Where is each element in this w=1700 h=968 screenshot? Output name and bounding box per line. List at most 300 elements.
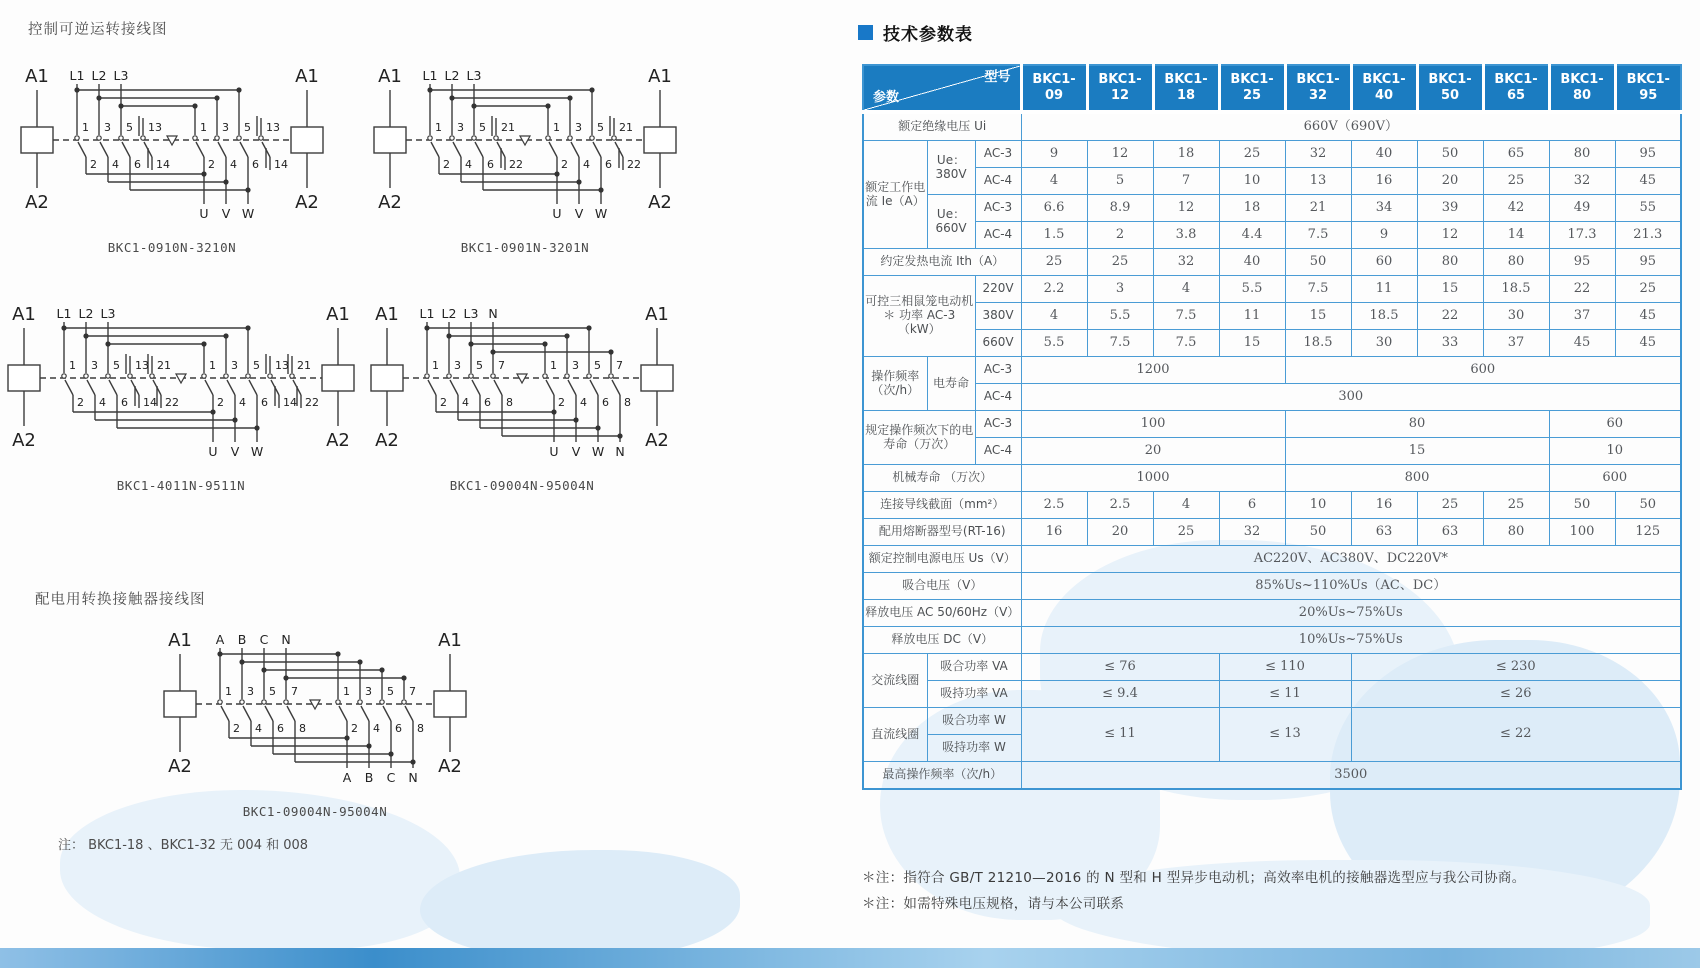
- svg-text:8: 8: [299, 722, 306, 735]
- param-value-cell: 37: [1483, 330, 1549, 357]
- param-value-cell: 10%Us~75%Us: [1021, 627, 1681, 654]
- svg-text:A1: A1: [12, 304, 36, 325]
- param-value-cell: 21.3: [1615, 222, 1681, 249]
- param-value-cell: 7.5: [1087, 330, 1153, 357]
- svg-text:L1: L1: [422, 68, 438, 83]
- svg-text:U: U: [199, 206, 209, 221]
- svg-text:1: 1: [209, 359, 216, 372]
- svg-text:5: 5: [253, 359, 260, 372]
- svg-text:1: 1: [82, 121, 89, 134]
- table-footnote-2: ＊注：如需特殊电压规格，请与本公司联系: [862, 896, 1125, 912]
- svg-text:1: 1: [435, 121, 442, 134]
- svg-text:4: 4: [583, 158, 590, 171]
- svg-text:L1: L1: [56, 306, 72, 321]
- param-value-cell: 2.5: [1087, 492, 1153, 519]
- svg-text:6: 6: [395, 722, 402, 735]
- param-label-cell: Ue：380V: [927, 141, 975, 195]
- svg-text:W: W: [241, 206, 255, 221]
- svg-text:W: W: [250, 444, 264, 459]
- param-value-cell: 40: [1351, 141, 1417, 168]
- param-value-cell: 20%Us~75%Us: [1021, 600, 1681, 627]
- param-value-cell: 16: [1021, 519, 1087, 546]
- param-value-cell: 49: [1549, 195, 1615, 222]
- param-value-cell: 7.5: [1153, 303, 1219, 330]
- svg-text:5: 5: [126, 121, 133, 134]
- svg-text:2: 2: [443, 158, 450, 171]
- svg-text:2: 2: [440, 396, 447, 409]
- param-value-cell: 95: [1615, 141, 1681, 168]
- model-column-header: BKC1- 95: [1615, 65, 1681, 112]
- param-value-cell: 15: [1219, 330, 1285, 357]
- param-value-cell: ≤ 13: [1219, 708, 1351, 762]
- svg-text:L3: L3: [100, 306, 116, 321]
- param-value-cell: 7: [1153, 168, 1219, 195]
- param-value-cell: 800: [1285, 465, 1549, 492]
- param-value-cell: 50: [1615, 492, 1681, 519]
- svg-text:A: A: [215, 632, 225, 647]
- param-value-cell: 60: [1549, 411, 1681, 438]
- param-value-cell: 20: [1417, 168, 1483, 195]
- param-value-cell: 22: [1417, 303, 1483, 330]
- svg-text:4: 4: [239, 396, 246, 409]
- param-value-cell: 4: [1153, 492, 1219, 519]
- param-value-cell: 1200: [1021, 357, 1285, 384]
- param-label-cell: 额定工作电流 Ie（A）: [863, 141, 927, 249]
- svg-text:V: V: [574, 206, 584, 221]
- svg-text:V: V: [221, 206, 231, 221]
- model-column-header: BKC1- 09: [1021, 65, 1087, 112]
- svg-text:2: 2: [558, 396, 565, 409]
- svg-text:A2: A2: [645, 430, 669, 451]
- param-value-cell: ≤ 26: [1351, 681, 1681, 708]
- svg-text:21: 21: [501, 121, 515, 134]
- param-value-cell: 80: [1483, 249, 1549, 276]
- wiring-diagram-reversing-2: [368, 62, 682, 255]
- wiring-diagram-transfer: [158, 626, 472, 819]
- param-label-cell: 释放电压 AC 50/60Hz（V）: [863, 600, 1021, 627]
- svg-text:A1: A1: [438, 630, 462, 651]
- param-value-cell: 10: [1219, 168, 1285, 195]
- param-value-cell: ≤ 11: [1021, 708, 1219, 762]
- svg-text:N: N: [281, 632, 291, 647]
- param-value-cell: 25: [1483, 168, 1549, 195]
- svg-text:6: 6: [252, 158, 259, 171]
- svg-text:6: 6: [277, 722, 284, 735]
- param-value-cell: 16: [1351, 168, 1417, 195]
- tech-params-table: [862, 64, 1682, 790]
- tech-params-header: [858, 20, 973, 45]
- model-column-header: BKC1- 18: [1153, 65, 1219, 112]
- svg-text:13: 13: [148, 121, 162, 134]
- svg-text:A1: A1: [645, 304, 669, 325]
- svg-text:1: 1: [200, 121, 207, 134]
- param-value-cell: 3.8: [1153, 222, 1219, 249]
- svg-text:1: 1: [553, 121, 560, 134]
- param-value-cell: 4: [1153, 276, 1219, 303]
- param-label-cell: AC-4: [975, 222, 1021, 249]
- param-value-cell: 300: [1021, 384, 1681, 411]
- svg-text:A2: A2: [378, 192, 402, 213]
- svg-text:A2: A2: [648, 192, 672, 213]
- param-value-cell: 25: [1417, 492, 1483, 519]
- table-footnote-1: ＊注：指符合 GB/T 21210—2016 的 N 型和 H 型异步电动机；高效率电机的接触器选型应与我公司协商。: [862, 870, 1526, 886]
- model-column-header: BKC1- 25: [1219, 65, 1285, 112]
- param-value-cell: 125: [1615, 519, 1681, 546]
- param-value-cell: 32: [1153, 249, 1219, 276]
- svg-text:5: 5: [476, 359, 483, 372]
- svg-text:7: 7: [291, 685, 298, 698]
- svg-text:3: 3: [365, 685, 372, 698]
- param-value-cell: 3500: [1021, 762, 1681, 790]
- param-label-cell: 可控三相鼠笼电动机＊ 功率 AC-3（kW）: [863, 276, 975, 357]
- param-value-cell: 25: [1219, 141, 1285, 168]
- svg-text:4: 4: [255, 722, 262, 735]
- svg-text:3: 3: [457, 121, 464, 134]
- svg-text:6: 6: [261, 396, 268, 409]
- svg-text:5: 5: [387, 685, 394, 698]
- svg-text:4: 4: [230, 158, 237, 171]
- param-label-cell: 吸持功率 W: [927, 735, 1021, 762]
- param-value-cell: 6: [1219, 492, 1285, 519]
- param-value-cell: 5.5: [1219, 276, 1285, 303]
- param-value-cell: ≤ 76: [1021, 654, 1219, 681]
- param-label-cell: 机械寿命 （万次）: [863, 465, 1021, 492]
- param-value-cell: 1.5: [1021, 222, 1087, 249]
- svg-text:A1: A1: [648, 66, 672, 87]
- param-label-cell: 配用熔断器型号(RT-16): [863, 519, 1021, 546]
- svg-text:2: 2: [77, 396, 84, 409]
- left-section-title-reversing: 控制可逆运转接线图: [28, 22, 168, 38]
- model-column-header: BKC1- 32: [1285, 65, 1351, 112]
- param-label-cell: 连接导线截面（mm²）: [863, 492, 1021, 519]
- svg-text:6: 6: [487, 158, 494, 171]
- wiring-diagram-reversing-1: [15, 62, 329, 255]
- svg-text:3: 3: [222, 121, 229, 134]
- svg-text:1: 1: [343, 685, 350, 698]
- svg-text:U: U: [208, 444, 218, 459]
- param-value-cell: 13: [1285, 168, 1351, 195]
- param-value-cell: 45: [1549, 330, 1615, 357]
- bottom-decor-bar: [0, 948, 1700, 968]
- svg-text:N: N: [615, 444, 625, 459]
- param-value-cell: 95: [1615, 249, 1681, 276]
- svg-text:21: 21: [619, 121, 633, 134]
- svg-text:A2: A2: [375, 430, 399, 451]
- param-value-cell: 8.9: [1087, 195, 1153, 222]
- svg-text:A1: A1: [295, 66, 319, 87]
- param-value-cell: 3: [1087, 276, 1153, 303]
- param-label-cell: 额定控制电源电压 Us（V）: [863, 546, 1021, 573]
- param-value-cell: 11: [1219, 303, 1285, 330]
- param-value-cell: 11: [1351, 276, 1417, 303]
- param-value-cell: 25: [1615, 276, 1681, 303]
- param-value-cell: 63: [1417, 519, 1483, 546]
- param-value-cell: 4: [1021, 303, 1087, 330]
- left-section-title-transfer: 配电用转换接触器接线图: [35, 592, 206, 608]
- param-value-cell: 32: [1549, 168, 1615, 195]
- param-value-cell: 45: [1615, 303, 1681, 330]
- param-value-cell: 600: [1285, 357, 1681, 384]
- svg-text:7: 7: [409, 685, 416, 698]
- param-value-cell: 17.3: [1549, 222, 1615, 249]
- svg-text:L3: L3: [113, 68, 129, 83]
- param-value-cell: 18: [1219, 195, 1285, 222]
- param-value-cell: AC220V、AC380V、DC220V*: [1021, 546, 1681, 573]
- svg-text:21: 21: [157, 359, 171, 372]
- param-value-cell: 18.5: [1483, 276, 1549, 303]
- param-value-cell: 12: [1417, 222, 1483, 249]
- svg-text:V: V: [571, 444, 581, 459]
- svg-text:4: 4: [462, 396, 469, 409]
- svg-text:22: 22: [627, 158, 641, 171]
- svg-text:1: 1: [69, 359, 76, 372]
- param-value-cell: ≤ 11: [1219, 681, 1351, 708]
- param-label-cell: AC-4: [975, 438, 1021, 465]
- svg-text:14: 14: [143, 396, 157, 409]
- svg-text:6: 6: [605, 158, 612, 171]
- param-value-cell: 21: [1285, 195, 1351, 222]
- svg-text:N: N: [488, 306, 498, 321]
- param-label-cell: 660V: [975, 330, 1021, 357]
- param-label-cell: 约定发热电流 Ith（A）: [863, 249, 1021, 276]
- svg-text:5: 5: [269, 685, 276, 698]
- param-value-cell: 18.5: [1285, 330, 1351, 357]
- tech-params-title: 技术参数表: [883, 25, 973, 45]
- svg-text:5: 5: [594, 359, 601, 372]
- svg-text:L1: L1: [419, 306, 435, 321]
- svg-text:C: C: [259, 632, 269, 647]
- param-value-cell: 15: [1285, 438, 1549, 465]
- svg-text:L3: L3: [466, 68, 482, 83]
- svg-text:6: 6: [602, 396, 609, 409]
- param-label-cell: 直流线圈: [863, 708, 927, 762]
- param-value-cell: 100: [1021, 411, 1285, 438]
- param-value-cell: 9: [1351, 222, 1417, 249]
- svg-text:22: 22: [509, 158, 523, 171]
- svg-text:7: 7: [498, 359, 505, 372]
- param-value-cell: 2.2: [1021, 276, 1087, 303]
- param-value-cell: 30: [1483, 303, 1549, 330]
- param-label-cell: AC-3: [975, 357, 1021, 384]
- svg-text:14: 14: [274, 158, 288, 171]
- svg-text:8: 8: [506, 396, 513, 409]
- param-value-cell: 37: [1549, 303, 1615, 330]
- svg-text:6: 6: [121, 396, 128, 409]
- param-value-cell: 18: [1153, 141, 1219, 168]
- param-value-cell: ≤ 9.4: [1021, 681, 1219, 708]
- svg-text:U: U: [552, 206, 562, 221]
- svg-text:5: 5: [244, 121, 251, 134]
- svg-text:A1: A1: [375, 304, 399, 325]
- param-value-cell: 100: [1549, 519, 1615, 546]
- svg-text:13: 13: [266, 121, 280, 134]
- svg-text:1: 1: [550, 359, 557, 372]
- param-label-cell: AC-3: [975, 411, 1021, 438]
- param-value-cell: 33: [1417, 330, 1483, 357]
- param-value-cell: 95: [1549, 249, 1615, 276]
- model-column-header: BKC1- 65: [1483, 65, 1549, 112]
- param-value-cell: 80: [1417, 249, 1483, 276]
- svg-text:3: 3: [104, 121, 111, 134]
- corner-label-param: 参数: [873, 89, 900, 105]
- svg-text:3: 3: [91, 359, 98, 372]
- param-label-cell: 220V: [975, 276, 1021, 303]
- svg-text:2: 2: [561, 158, 568, 171]
- diagram-caption: BKC1-0910N-3210N: [107, 240, 237, 255]
- svg-text:A2: A2: [168, 756, 192, 777]
- svg-text:B: B: [237, 632, 247, 647]
- param-value-cell: 14: [1483, 222, 1549, 249]
- wiring-diagram-svg: [2, 300, 360, 462]
- param-value-cell: 32: [1219, 519, 1285, 546]
- param-value-cell: 45: [1615, 168, 1681, 195]
- svg-text:8: 8: [624, 396, 631, 409]
- param-value-cell: 30: [1351, 330, 1417, 357]
- wiring-diagram-svg: [158, 626, 472, 788]
- param-value-cell: 18.5: [1351, 303, 1417, 330]
- param-value-cell: 12: [1087, 141, 1153, 168]
- param-value-cell: 7.5: [1153, 330, 1219, 357]
- param-label-cell: 规定操作频次下的电寿命（万次）: [863, 411, 975, 465]
- param-value-cell: 39: [1417, 195, 1483, 222]
- param-value-cell: 50: [1549, 492, 1615, 519]
- param-value-cell: ≤ 22: [1351, 708, 1681, 762]
- wiring-diagram-svg: [15, 62, 329, 224]
- param-value-cell: 1000: [1021, 465, 1285, 492]
- svg-text:C: C: [386, 770, 396, 785]
- svg-text:2: 2: [208, 158, 215, 171]
- svg-text:L2: L2: [444, 68, 460, 83]
- param-value-cell: 32: [1285, 141, 1351, 168]
- param-value-cell: 42: [1483, 195, 1549, 222]
- svg-text:13: 13: [275, 359, 289, 372]
- svg-text:14: 14: [156, 158, 170, 171]
- param-value-cell: 5: [1087, 168, 1153, 195]
- param-label-cell: 释放电压 DC（V）: [863, 627, 1021, 654]
- svg-text:3: 3: [572, 359, 579, 372]
- param-value-cell: 63: [1351, 519, 1417, 546]
- svg-text:A2: A2: [12, 430, 36, 451]
- svg-text:7: 7: [616, 359, 623, 372]
- param-value-cell: ≤ 230: [1351, 654, 1681, 681]
- svg-text:3: 3: [231, 359, 238, 372]
- param-value-cell: 80: [1483, 519, 1549, 546]
- svg-text:6: 6: [484, 396, 491, 409]
- param-label-cell: 380V: [975, 303, 1021, 330]
- param-label-cell: 电寿命: [927, 357, 975, 411]
- param-value-cell: 7.5: [1285, 222, 1351, 249]
- param-value-cell: 20: [1087, 519, 1153, 546]
- param-value-cell: 60: [1351, 249, 1417, 276]
- svg-text:3: 3: [575, 121, 582, 134]
- svg-text:2: 2: [217, 396, 224, 409]
- param-value-cell: 15: [1285, 303, 1351, 330]
- param-label-cell: 吸合电压（V）: [863, 573, 1021, 600]
- param-value-cell: 7.5: [1285, 276, 1351, 303]
- svg-text:W: W: [594, 206, 608, 221]
- param-value-cell: 50: [1285, 519, 1351, 546]
- section-bullet-square: [858, 25, 873, 40]
- param-label-cell: 额定绝缘电压 Ui: [863, 112, 1021, 141]
- param-value-cell: 55: [1615, 195, 1681, 222]
- svg-text:L1: L1: [69, 68, 85, 83]
- param-value-cell: 600: [1549, 465, 1681, 492]
- model-column-header: BKC1- 80: [1549, 65, 1615, 112]
- param-value-cell: 25: [1087, 249, 1153, 276]
- param-value-cell: 6.6: [1021, 195, 1087, 222]
- param-value-cell: 50: [1417, 141, 1483, 168]
- svg-text:4: 4: [465, 158, 472, 171]
- svg-text:1: 1: [432, 359, 439, 372]
- param-value-cell: 34: [1351, 195, 1417, 222]
- svg-text:2: 2: [351, 722, 358, 735]
- param-value-cell: 2: [1087, 222, 1153, 249]
- param-value-cell: 45: [1615, 330, 1681, 357]
- param-value-cell: 10: [1549, 438, 1681, 465]
- param-value-cell: 25: [1021, 249, 1087, 276]
- svg-text:5: 5: [479, 121, 486, 134]
- svg-text:A1: A1: [378, 66, 402, 87]
- param-value-cell: 85%Us~110%Us（AC、DC）: [1021, 573, 1681, 600]
- svg-text:L2: L2: [441, 306, 457, 321]
- svg-text:A1: A1: [25, 66, 49, 87]
- tech-params-table-wrap: [862, 64, 1682, 790]
- svg-text:3: 3: [247, 685, 254, 698]
- param-value-cell: 4: [1021, 168, 1087, 195]
- param-label-cell: 吸持功率 VA: [927, 681, 1021, 708]
- param-label-cell: 操作频率（次/h）: [863, 357, 927, 411]
- svg-text:2: 2: [90, 158, 97, 171]
- svg-text:4: 4: [373, 722, 380, 735]
- svg-text:13: 13: [135, 359, 149, 372]
- svg-text:L2: L2: [91, 68, 107, 83]
- param-value-cell: 5.5: [1087, 303, 1153, 330]
- svg-text:A2: A2: [326, 430, 350, 451]
- svg-text:A1: A1: [168, 630, 192, 651]
- wiring-diagram-reversing-4: [365, 300, 679, 493]
- param-label-cell: AC-3: [975, 141, 1021, 168]
- param-value-cell: 50: [1285, 249, 1351, 276]
- diagram-caption: BKC1-0901N-3201N: [460, 240, 590, 255]
- svg-text:8: 8: [417, 722, 424, 735]
- svg-text:6: 6: [134, 158, 141, 171]
- table-corner-cell: [863, 65, 1021, 112]
- diagram-caption: BKC1-09004N-95004N: [242, 804, 388, 819]
- param-label-cell: AC-4: [975, 384, 1021, 411]
- corner-label-model: 型号: [984, 70, 1011, 85]
- svg-text:21: 21: [297, 359, 311, 372]
- param-value-cell: 16: [1351, 492, 1417, 519]
- svg-text:4: 4: [112, 158, 119, 171]
- param-label-cell: 吸合功率 W: [927, 708, 1021, 735]
- diagram-caption: BKC1-09004N-95004N: [449, 478, 595, 493]
- svg-text:W: W: [591, 444, 605, 459]
- svg-text:14: 14: [283, 396, 297, 409]
- svg-text:L3: L3: [463, 306, 479, 321]
- wiring-diagram-svg: [365, 300, 679, 462]
- diagram-caption: BKC1-4011N-9511N: [116, 478, 246, 493]
- wiring-diagram-reversing-3: [2, 300, 360, 493]
- svg-text:3: 3: [454, 359, 461, 372]
- param-value-cell: 9: [1021, 141, 1087, 168]
- param-value-cell: 25: [1483, 492, 1549, 519]
- svg-text:L2: L2: [78, 306, 94, 321]
- svg-text:A2: A2: [25, 192, 49, 213]
- param-value-cell: ≤ 110: [1219, 654, 1351, 681]
- param-value-cell: 2.5: [1021, 492, 1087, 519]
- svg-text:V: V: [230, 444, 240, 459]
- param-value-cell: 5.5: [1021, 330, 1087, 357]
